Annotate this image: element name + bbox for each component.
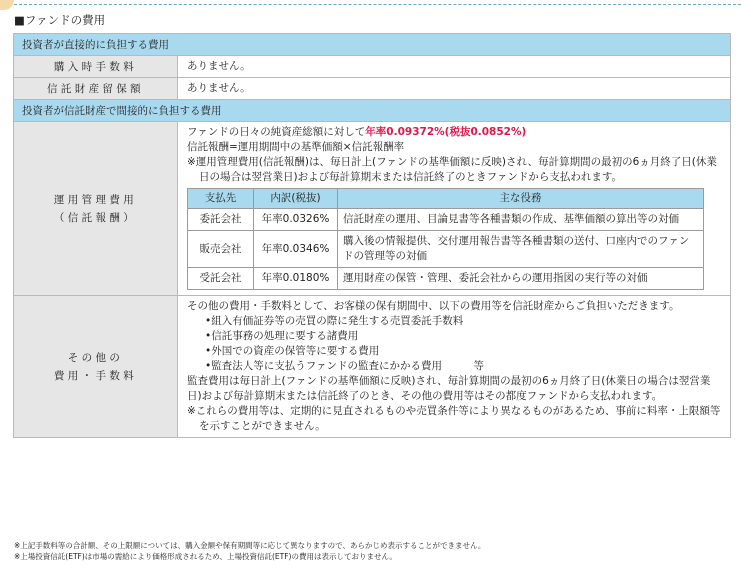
section-direct-costs: 投資者が直接的に負担する費用 (14, 34, 731, 56)
fee-table-wrapper (13, 33, 730, 438)
management-fee-rate: 年率0.09372%(税抜0.0852%) (365, 126, 527, 138)
retention-amount-label: 信託財産留保額 (14, 78, 178, 100)
other-fees-content (178, 296, 731, 438)
rate-cell: 年率0.0180% (254, 268, 338, 290)
list-item: •外国での資産の保管等に要する費用 (205, 345, 380, 357)
table-row (188, 209, 704, 231)
management-fee-rate-line (187, 125, 721, 140)
payee-cell: 委託会社 (188, 209, 254, 231)
purchase-fee-label: 購入時手数料 (14, 56, 178, 78)
corner-decoration (0, 0, 14, 10)
other-fees-note: ※これらの費用等は、定期的に見直されるものや売買条件等により異なるものがあるため、事前に料率・上限額等を示すことができません。 (187, 405, 721, 432)
other-fees-label-line2: 費用・手数料 (53, 370, 138, 382)
section-indirect-costs: 投資者が信託財産で間接的に負担する費用 (14, 100, 731, 122)
table-row (188, 268, 704, 290)
role-cell: 運用財産の保管・管理、委託会社からの運用指図の実行等の対価 (338, 268, 704, 290)
col-header-services: 主な役務 (338, 189, 704, 209)
fee-breakdown-table (187, 188, 704, 290)
payee-cell: 販売会社 (188, 231, 254, 268)
col-header-payee: 支払先 (188, 189, 254, 209)
retention-amount-value: ありません。 (178, 78, 731, 100)
footnotes (14, 540, 485, 562)
other-fees-intro: その他の費用・手数料として、お客様の保有期間中、以下の費用等を信託財産からご負担いただきます。 (187, 300, 680, 312)
other-fees-label (14, 296, 178, 438)
role-cell: 信託財産の運用、目論見書等各種書類の作成、基準価額の算出等の対価 (338, 209, 704, 231)
list-item: •信託事務の処理に要する諸費用 (205, 330, 359, 342)
purchase-fee-value: ありません。 (178, 56, 731, 78)
trust-fee-formula: 信託報酬=運用期間中の基準価額×信託報酬率 (187, 141, 405, 153)
fee-table (13, 33, 731, 438)
management-fee-label-line2: （信託報酬） (53, 212, 138, 224)
footnote-2: ※上場投資信託(ETF)は市場の需給により価格形成されるため、上場投資信託(ETF)の費用は表示しておりません。 (14, 552, 397, 561)
management-fee-note: ※運用管理費用(信託報酬)は、毎日計上(ファンドの基準価額に反映)され、毎計算期間の最初の6ヵ月終了日(休業日の場合は翌営業日)および毎計算期末または信託終了のときファンドから支払われます。 (187, 156, 717, 183)
management-fee-label-line1: 運用管理費用 (53, 194, 138, 206)
list-item: •監査法人等に支払うファンドの監査にかかる費用 等 (205, 360, 484, 372)
role-cell: 購入後の情報提供、交付運用報告書等各種書類の送付、口座内でのファンドの管理等の対価 (338, 231, 704, 268)
payee-cell: 受託会社 (188, 268, 254, 290)
other-fees-label-line1: その他の (67, 352, 124, 364)
footnote-1: ※上記手数料等の合計額、その上限額については、購入金額や保有期間等に応じて異なりますので、あらかじめ表示することができません。 (14, 541, 486, 550)
rate-prefix: ファンドの日々の純資産総額に対して (187, 126, 366, 138)
management-fee-content (178, 122, 731, 296)
rate-cell: 年率0.0346% (254, 231, 338, 268)
rate-cell: 年率0.0326% (254, 209, 338, 231)
audit-fee-text: 監査費用は毎日計上(ファンドの基準価額に反映)され、毎計算期間の最初の6ヵ月終了日(休業日の場合は翌営業日)および毎計算期末または信託終了のとき、その他の費用等はその都度ファンドから支払われます。 (187, 375, 711, 402)
table-row (188, 231, 704, 268)
col-header-breakdown: 内訳(税抜) (254, 189, 338, 209)
top-dashed-rule (14, 4, 741, 5)
list-item: •組入有価証券等の売買の際に発生する売買委託手数料 (205, 315, 464, 327)
page-title: ■ファンドの費用 (14, 13, 106, 27)
management-fee-label (14, 122, 178, 296)
